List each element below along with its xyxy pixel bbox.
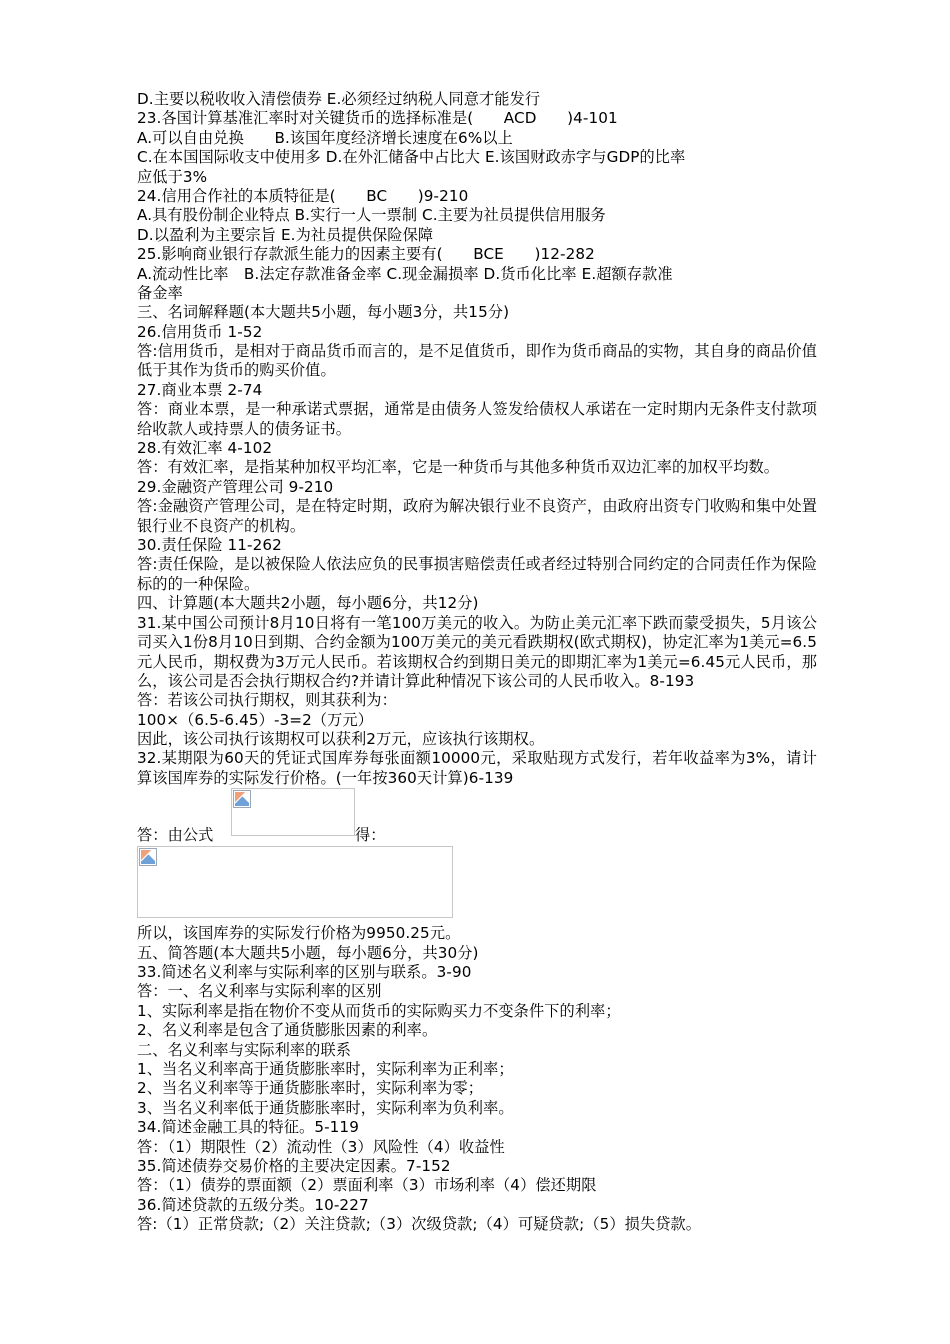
question-30: 30.责任保险 11-262 (137, 536, 282, 555)
text-line: 1、当名义利率高于通货膨胀率时，实际利率为正利率； (137, 1060, 514, 1079)
text-line: 2、当名义利率等于通货膨胀率时，实际利率为零； (137, 1079, 484, 1098)
broken-image-icon (233, 790, 251, 808)
section-heading-3: 三、名词解释题(本大题共5小题，每小题3分，共15分) (137, 303, 510, 322)
formula-row (137, 788, 817, 846)
answer-32-prefix: 答：由公式 (137, 826, 214, 845)
document-page (137, 90, 817, 1235)
answer-29: 答:金融资产管理公司，是在特定时期，政府为解决银行业不良资产，由政府出资专门收购和集中处置银行业不良资产的机构。 (137, 497, 817, 535)
question-28: 28.有效汇率 4-102 (137, 439, 273, 458)
answer-28: 答：有效汇率，是指某种加权平均汇率，它是一种货币与其他多种货币双边汇率的加权平均数。 (137, 458, 780, 477)
text-line: 2、名义利率是包含了通货膨胀因素的利率。 (137, 1021, 438, 1040)
answer-31-line-3: 因此，该公司执行该期权可以获利2万元，应该执行该期权。 (137, 730, 545, 749)
question-32: 32.某期限为60天的凭证式国库券每张面额10000元，采取贴现方式发行，若年收益率为3%，请计算该国库券的实际发行价格。(一年按360天计算)6-139 (137, 749, 817, 787)
text-line: C.在本国国际收支中使用多 D.在外汇储备中占比大 E.该国财政赤字与GDP的比率 (137, 148, 686, 167)
text-line: 应低于3% (137, 167, 208, 186)
question-36: 36.简述贷款的五级分类。10-227 (137, 1195, 369, 1214)
answer-27: 答：商业本票，是一种承诺式票据，通常是由债务人签发给债权人承诺在一定时期内无条件支付款项给收款人或持票人的债务证书。 (137, 400, 817, 438)
question-35: 35.简述债券交易价格的主要决定因素。7-152 (137, 1156, 451, 1175)
section-heading-4: 四、计算题(本大题共2小题，每小题6分，共12分) (137, 594, 479, 613)
text-line: 二、名义利率与实际利率的联系 (137, 1040, 352, 1059)
question-27: 27.商业本票 2-74 (137, 380, 263, 399)
question-23: 23.各国计算基准汇率时对关键货币的选择标准是( ACD )4-101 (137, 109, 618, 128)
question-33: 33.简述名义利率与实际利率的区别与联系。3-90 (137, 963, 472, 982)
text-line: A.具有股份制企业特点 B.实行一人一票制 C.主要为社员提供信用服务 (137, 206, 606, 225)
text-line: D.以盈利为主要宗旨 E.为社员提供保险保障 (137, 225, 434, 244)
formula-result-row (137, 846, 817, 924)
answer-30: 答:责任保险，是以被保险人依法应负的民事损害赔偿责任或者经过特别合同约定的合同责任作为保险标的的一种保险。 (137, 555, 817, 593)
answer-34: 答：（1）期限性（2）流动性（3）风险性（4）收益性 (137, 1137, 505, 1156)
question-24: 24.信用合作社的本质特征是( BC )9-210 (137, 186, 469, 205)
broken-image-icon (139, 848, 157, 866)
question-31: 31.某中国公司预计8月10日将有一笔100万美元的收入。为防止美元汇率下跌而蒙受损失，5月该公司买入1份8月10日到期、合约金额为100万美元的美元看跌期权(欧式期权)，协定汇率为1美元=6.5元人民币，期权费为3万元人民币。若该期权合约到期日美元的即期汇率为1美元=6.45元人民币，那么，该公司是否会执行期权合约?并请计算此种情况下该公司的人民币收入。8-193 (137, 613, 817, 690)
text-line: 1、实际利率是指在物价不变从而货币的实际购买力不变条件下的利率； (137, 1001, 621, 1020)
calculation-image (137, 846, 453, 918)
formula-image (231, 788, 355, 836)
text-line: D.主要以税收收入清偿债券 E.必须经过纳税人同意才能发行 (137, 90, 541, 108)
answer-35: 答：（1）债券的票面额（2）票面利率（3）市场利率（4）偿还期限 (137, 1176, 597, 1195)
answer-31-line-2: 100×（6.5-6.45）-3=2（万元） (137, 710, 374, 729)
text-line: 答：一、名义利率与实际利率的区别 (137, 982, 382, 1001)
question-29: 29.金融资产管理公司 9-210 (137, 477, 334, 496)
answer-36: 答:（1）正常贷款;（2）关注贷款;（3）次级贷款;（4）可疑贷款;（5）损失贷款。 (137, 1215, 702, 1234)
question-34: 34.简述金融工具的特征。5-119 (137, 1118, 359, 1137)
text-line: A.流动性比率 B.法定存款准备金率 C.现金漏损率 D.货币化比率 E.超额存款准 (137, 264, 673, 283)
text-line: 3、当名义利率低于通货膨胀率时，实际利率为负利率。 (137, 1098, 514, 1117)
question-25: 25.影响商业银行存款派生能力的因素主要有( BCE )12-282 (137, 245, 595, 264)
answer-32-conclusion: 所以，该国库券的实际发行价格为9950.25元。 (137, 924, 461, 943)
text-line: 备金率 (137, 283, 183, 302)
answer-31-line-1: 答：若该公司执行期权，则其获利为： (137, 691, 397, 710)
question-26: 26.信用货币 1-52 (137, 322, 263, 341)
answer-32-suffix: 得： (355, 826, 386, 845)
text-line: A.可以自由兑换 B.该国年度经济增长速度在6%以上 (137, 128, 513, 147)
answer-26: 答:信用货币，是相对于商品货币而言的，是不足值货币，即作为货币商品的实物，其自身的商品价值低于其作为货币的购买价值。 (137, 342, 817, 380)
section-heading-5: 五、简答题(本大题共5小题，每小题6分，共30分) (137, 943, 479, 962)
